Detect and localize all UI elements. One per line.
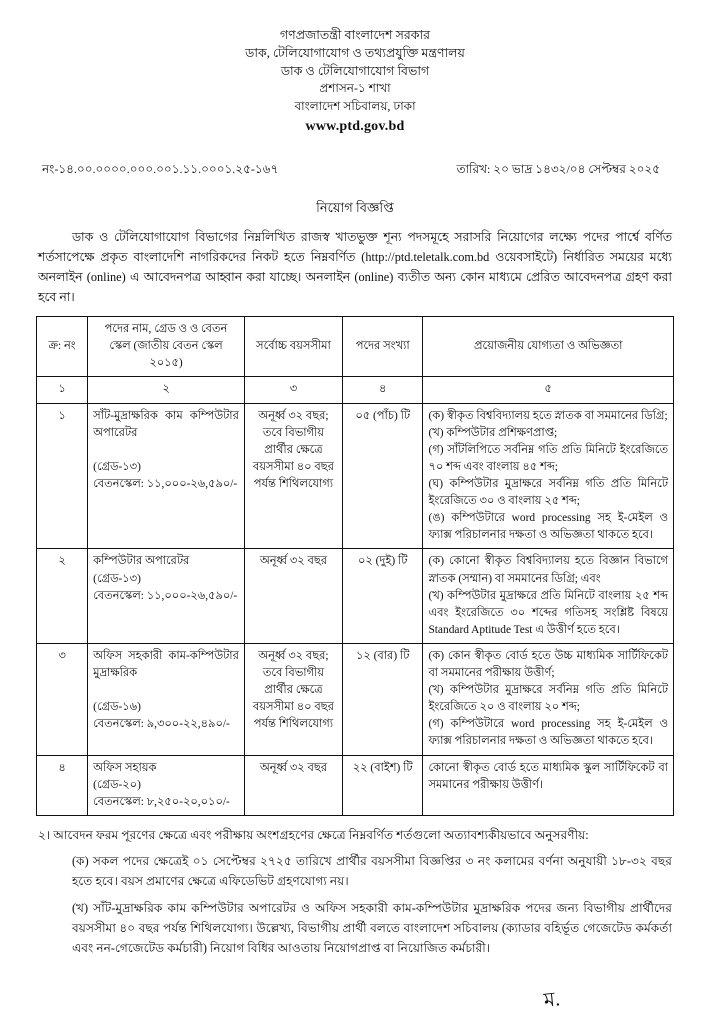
- vacancy-table: [36, 316, 674, 816]
- post-grade: (গ্রেড-২০): [93, 778, 141, 791]
- row-qualification: [423, 643, 674, 755]
- memo-date: তারিখ: ২০ ভাদ্র ১৪৩২/০৪ সেপ্টম্বর ২০২৫: [456, 162, 660, 177]
- post-name: অফিস সহকারী কাম-কম্পিউটার মুদ্রাক্ষরিক: [93, 649, 239, 680]
- colnum-2: ২: [88, 377, 245, 403]
- intro-paragraph: ডাক ও টেলিযোগাযোগ বিভাগের নিম্নলিখিত রাজস্ব খাতভুক্ত শূন্য পদসমূহে সরাসরি নিয়োগের লক্ষ্যে পদের পার্শ্বে বর্ণিত শর্তসাপেক্ষে প্রকৃত বাংলাদেশি নাগরিকদের নিকট হতে নিম্নবর্ণিত (http://ptd.teletalk.com.bd ওয়েবসাইটে) নির্ধারিত সময়ের মধ্যে অনলাইন (online) এ আবেদনপত্র আহ্বান করা যাচ্ছে। অনলাইন (online) ব্যতীত অন্য কোন মাধ্যমে প্রেরিত আবেদনপত্র গ্রহণ করা হবে না।: [38, 230, 672, 305]
- row-age: অনূর্ধ্ব ৩২ বছর; তবে বিভাগীয় প্রার্থীর ক্ষেত্রে বয়সসীমা ৪০ বছর পর্যন্ত শিথিলযোগ্য: [244, 643, 342, 755]
- post-grade: (গ্রেড-১৩): [93, 460, 141, 473]
- memo-line: [36, 161, 674, 181]
- post-scale: বেতনস্কেল: ৯,৩০০-২২,৪৯০/-: [93, 718, 230, 731]
- letterhead: [36, 26, 674, 137]
- qual-item: (খ) কম্পিউটার মুদ্রাক্ষরে সর্বনিম্ন গতি প্রতি মিনিটে ইংরেজিতে ২০ ও বাংলায় ২০ শব্দ;: [428, 684, 668, 714]
- colnum-4: ৪: [342, 377, 422, 403]
- row-post: [88, 403, 245, 549]
- th-age: সর্বোচ্চ বয়সসীমা: [244, 317, 342, 377]
- row-serial: ২: [37, 549, 88, 644]
- govt-name: গণপ্রজাতন্ত্রী বাংলাদেশ সরকার: [279, 28, 431, 42]
- address: বাংলাদেশ সচিবালয়, ঢাকা: [294, 98, 416, 113]
- post-name: সাঁট-মুদ্রাক্ষরিক কাম কম্পিউটার অপারেটর: [93, 409, 239, 439]
- signature-mark: ম.: [542, 988, 561, 1012]
- division-name: ডাক ও টেলিযোগাযোগ বিভাগ: [280, 64, 430, 79]
- table-row: [37, 755, 674, 815]
- qual-item: কোনো স্বীকৃত বোর্ড হতে মাধ্যমিক স্কুল সার্টিফিকেট বা সমমানের পরীক্ষায় উত্তীর্ণ।: [428, 761, 668, 791]
- post-name: অফিস সহায়ক: [93, 761, 157, 774]
- post-scale: বেতনস্কেল: ৮,২৫০-২০,০১০/-: [93, 795, 230, 808]
- colnum-5: ৫: [423, 377, 674, 403]
- qual-item: (ক) কোন স্বীকৃত বোর্ড হতে উচ্চ মাধ্যমিক সার্টিফিকেট বা সমমানের পরীক্ষায় উত্তীর্ণ;: [428, 649, 668, 680]
- post-scale: বেতনস্কেল: ১১,০০০-২৬,৫৯০/-: [93, 477, 238, 490]
- th-vacancy: পদের সংখ্যা: [342, 317, 422, 377]
- row-vacancy: ০৫ (পাঁচ) টি: [342, 403, 422, 549]
- qual-item: (ক) স্বীকৃত বিশ্ববিদ্যালয় হতে স্নাতক বা সমমানের ডিগ্রি;: [428, 409, 668, 422]
- condition-lead: ২। আবেদন ফরম পূরণের ক্ষেত্রে এবং পরীক্ষায় অংশগ্রহণের ক্ষেত্রে নিম্নবর্ণিত শর্তগুলো অত্যাবশ্যকীয়ভাবে অনুসরণীয়:: [38, 827, 589, 842]
- row-post: [88, 549, 245, 644]
- table-column-number-row: [37, 377, 674, 403]
- colnum-1: ১: [37, 377, 88, 403]
- th-serial: ক্র: নং: [37, 317, 88, 377]
- row-post: [88, 755, 245, 815]
- th-qualification: প্রয়োজনীয় যোগ্যতা ও অভিজ্ঞতা: [423, 317, 674, 377]
- colnum-3: ৩: [244, 377, 342, 403]
- post-grade: (গ্রেড-১৩): [93, 572, 141, 585]
- row-qualification: [423, 549, 674, 644]
- qual-item: (খ) কম্পিউটার মুদ্রাক্ষরে প্রতি মিনিটে বাংলায় ২৫ শব্দ এবং ইংরেজিতে ৩০ শব্দের গতিসহ সংশ্লিষ্ট বিষয়ে Standard Aptitude Test এ উত্তীর্ণ হতে হবে।: [428, 589, 668, 636]
- post-grade: (গ্রেড-১৬): [93, 701, 141, 714]
- table-row: [37, 403, 674, 549]
- page-title: নিয়োগ বিজ্ঞপ্তি: [316, 200, 394, 216]
- condition-ka: (ক) সকল পদের ক্ষেত্রেই ০১ সেপ্টেম্বর ২৭২৫ তারিখে প্রার্থীর বয়সসীমা বিজ্ঞপ্তির ৩ নং কলামের বর্ণনা অনুযায়ী ১৮-৩২ বছর হতে হবে। বয়স প্রমাণের ক্ষেত্রে এফিডেভিট গ্রহণযোগ্য নয়।: [72, 854, 672, 889]
- table-header-row: [37, 317, 674, 377]
- table-row: [37, 643, 674, 755]
- row-qualification: [423, 403, 674, 549]
- row-serial: ১: [37, 403, 88, 549]
- website-url[interactable]: www.ptd.gov.bd: [305, 119, 405, 135]
- ministry-name: ডাক, টেলিযোগাযোগ ও তথ্যপ্রযুক্তি মন্ত্রণালয়: [245, 46, 465, 61]
- row-age: অনূর্ধ্ব ৩২ বছর: [244, 549, 342, 644]
- qual-item: (ক) কোনো স্বীকৃত বিশ্ববিদ্যালয় হতে বিজ্ঞান বিভাগে স্নাতক (সম্মান) বা সমমানের ডিগ্রি; এবং: [428, 555, 668, 585]
- qual-item: (ঙ) কম্পিউটারে word processing সহ ই-মেইল ও ফ্যাক্স পরিচালনার দক্ষতা ও অভিজ্ঞতা থাকতে হবে।: [428, 512, 668, 542]
- post-scale: বেতনস্কেল: ১১,০০০-২৬,৫৯০/-: [93, 589, 238, 602]
- memo-number: নং-১৪.০০.০০০০.০০০.০০১.১১.০০০১.২৫-১৬৭: [42, 162, 279, 177]
- row-age: অনূর্ধ্ব ৩২ বছর; তবে বিভাগীয় প্রার্থীর ক্ষেত্রে বয়সসীমা ৪০ বছর পর্যন্ত শিথিলযোগ্য: [244, 403, 342, 549]
- section-name: প্রশাসন-১ শাখা: [319, 81, 391, 96]
- row-vacancy: ০২ (দুই) টি: [342, 549, 422, 644]
- row-serial: ৩: [37, 643, 88, 755]
- row-vacancy: ২২ (বাইশ) টি: [342, 755, 422, 815]
- row-post: [88, 643, 245, 755]
- qual-item: (খ) কম্পিউটার প্রশিক্ষণপ্রাপ্ত;: [428, 426, 558, 439]
- row-qualification: [423, 755, 674, 815]
- row-age: অনূর্ধ্ব ৩২ বছর: [244, 755, 342, 815]
- table-row: [37, 549, 674, 644]
- condition-kha: (খ) সাঁট-মুদ্রাক্ষরিক কাম কম্পিউটার অপারেটর ও অফিস সহকারী কাম-কম্পিউটার মুদ্রাক্ষরিক পদের জন্য বিভাগীয় প্রার্থীদের বয়সসীমা ৪০ বছর পর্যন্ত শিথিলযোগ্য। উল্লেখ্য, বিভাগীয় প্রার্থী বলতে বাংলাদেশ সচিবালয় (ক্যাডার বহির্ভূত গেজেটেড কর্মকর্তা এবং নন-গেজেটেড কর্মচারী) নিয়োগ বিধির আওতায় নিয়োগপ্রাপ্ত বা নিয়োজিত কর্মচারী।: [72, 900, 672, 955]
- row-serial: ৪: [37, 755, 88, 815]
- qual-item: (গ) কম্পিউটারে word processing সহ ই-মেইল ও ফ্যাক্স পরিচালনার দক্ষতা ও অভিজ্ঞতা থাকতে হবে।: [428, 718, 668, 748]
- row-vacancy: ১২ (বার) টি: [342, 643, 422, 755]
- post-name: কম্পিউটার অপারেটর: [93, 555, 190, 568]
- th-post: পদের নাম, গ্রেড ও ও বেতন স্কেল (জাতীয় বেতন স্কেল ২০১৫): [88, 317, 245, 377]
- qual-item: (গ) সাঁটলিপিতে সর্বনিম্ন গতি প্রতি মিনিটে ইংরেজিতে ৭০ শব্দ এবং বাংলায় ৪৫ শব্দ;: [428, 443, 668, 473]
- qual-item: (ঘ) কম্পিউটার মুদ্রাক্ষরে সর্বনিম্ন গতি প্রতি মিনিটে ইংরেজিতে ৩০ ও বাংলায় ২৫ শব্দ;: [428, 477, 668, 508]
